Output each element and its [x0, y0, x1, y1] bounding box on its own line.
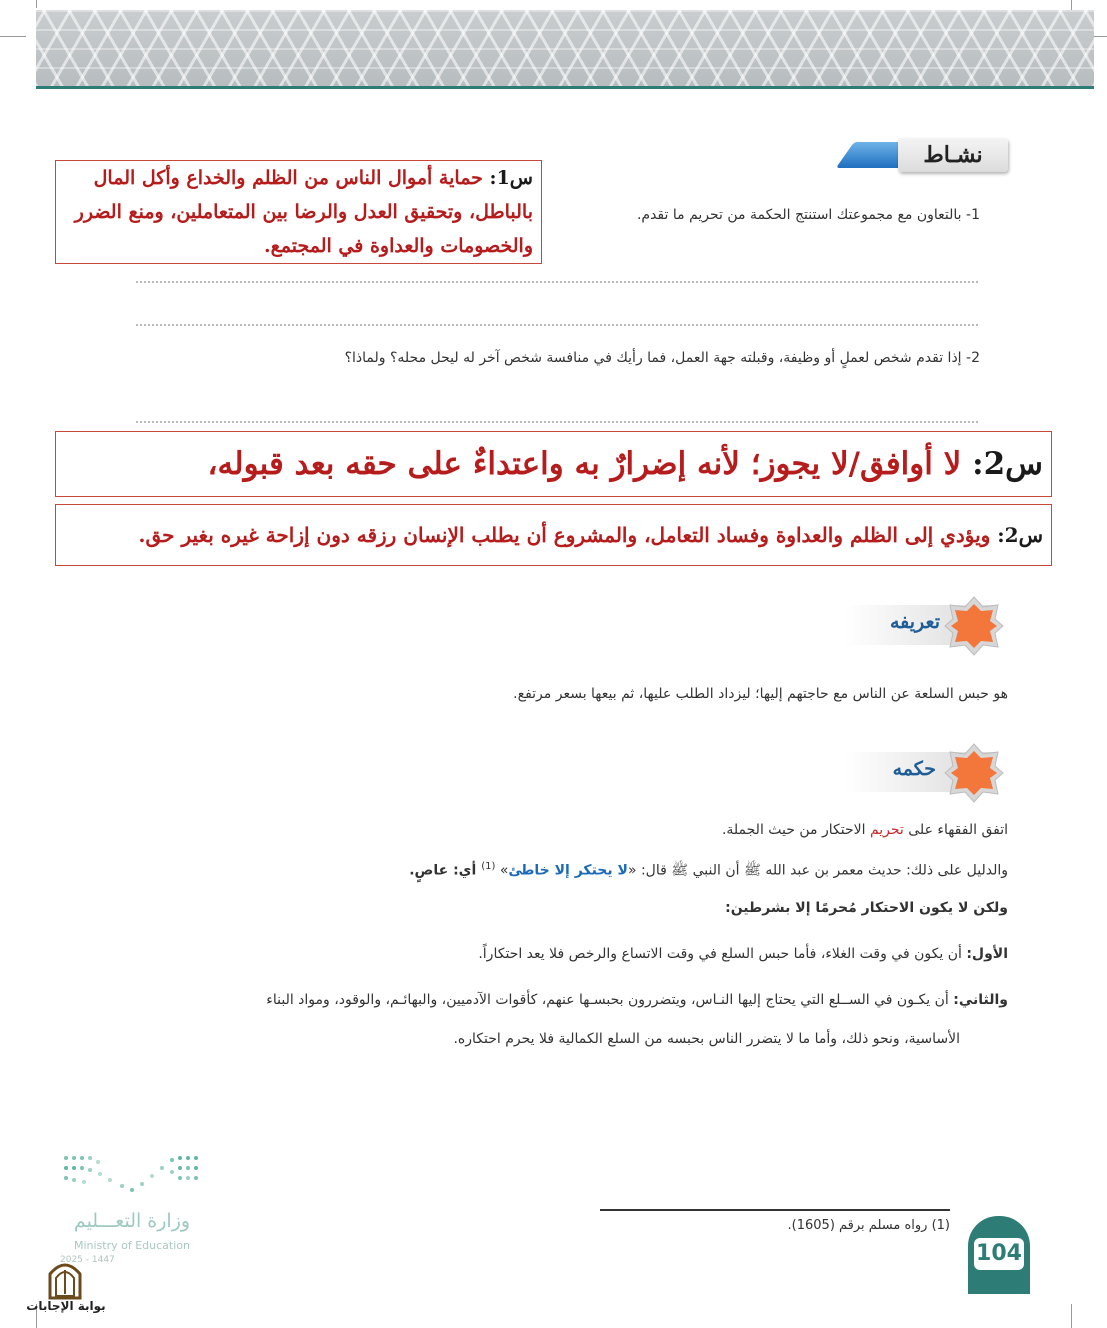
activity-tab [845, 138, 1008, 172]
footnote-ref: (1) [481, 861, 496, 872]
crop-mark [1071, 1304, 1072, 1328]
page-number: 104 [974, 1238, 1024, 1270]
ruling-p1-highlight: تحريم [869, 822, 904, 838]
watermark-text: بوابة الإجابات [26, 1299, 106, 1313]
answer-1-line-1 [64, 161, 533, 195]
ruling-badge-icon [943, 742, 1005, 804]
answer-line [136, 324, 978, 326]
answer-1-label: س1: [489, 167, 533, 189]
condition-second-label: والثاني: [953, 992, 1008, 1008]
ministry-logo-icon [64, 1152, 198, 1196]
ministry-name-ar: وزارة التعـــليم [73, 1210, 191, 1232]
answer-line [136, 281, 978, 283]
condition-first [200, 946, 1008, 962]
definition-badge-icon [943, 595, 1005, 657]
answer-3-text: ويؤدي إلى الظلم والعداوة وفساد التعامل، والمشروع أن يطلب الإنسان رزقه دون إزاحة غيره بغير حق. [138, 523, 991, 547]
watermark-logo-icon [44, 1256, 86, 1300]
header-pattern [36, 10, 1094, 88]
crop-mark [36, 0, 37, 8]
condition-first-label: الأول: [966, 946, 1008, 962]
header-rule [36, 86, 1094, 89]
crop-mark [0, 36, 26, 37]
definition-title: تعريفه [889, 611, 940, 633]
hadith-text: لا يحتكر إلا خاطئ [508, 862, 628, 879]
activity-title: نشـاط [898, 138, 1008, 172]
answer-2-label: س2: [972, 446, 1043, 482]
condition-second [120, 992, 1008, 1008]
ruling-paragraph-1 [300, 822, 1008, 838]
hadith-close: » [495, 862, 509, 879]
conditions-intro: ولكن لا يكون الاحتكار مُحرمًا إلا بشرطين: [725, 900, 1008, 916]
footnote: (1) رواه مسلم برقم (1605). [787, 1218, 950, 1233]
answer-1-line-2: بالباطل، وتحقيق العدل والرضا بين المتعاملين، ومنع الضرر [74, 201, 533, 223]
condition-second-text: أن يكـون في الســلع التي يحتاج إليها النـاس، ويتضررون بحبسـها عنهم، كأقوات الآدميين، والبهائـم، والوقود، ومواد البناء [266, 992, 954, 1008]
ruling-p1-text: اتفق الفقهاء على [903, 822, 1008, 838]
answer-3-label: س2: [997, 523, 1043, 547]
footnote-rule [600, 1209, 950, 1211]
evidence-text: والدليل على ذلك: حديث معمر بن عبد الله ﷺ أن النبي ﷺ قال: « [627, 862, 1008, 879]
ruling-title: حكمه [892, 758, 936, 780]
answer-2-line [64, 432, 1043, 496]
answer-2-text: لا أوافق/لا يجوز؛ لأنه إضرارٌ به واعتداءٌ على حقه بعد قبوله، [207, 446, 962, 482]
ministry-years: 2025 - 1447 [60, 1255, 115, 1265]
answer-line [136, 421, 978, 423]
condition-second-cont: الأساسية، ونحو ذلك، وأما ما لا يتضرر الناس بحبسه من السلع الكمالية فلا يحرم احتكاره. [453, 1031, 960, 1047]
answer-1-line-3: والخصومات والعداوة في المجتمع. [264, 235, 533, 257]
ministry-name-en: Ministry of Education [73, 1239, 190, 1252]
answer-3-line [64, 505, 1043, 565]
ruling-p1-text-end: الاحتكار من حيث الجملة. [721, 822, 870, 838]
evidence-meaning: أي: عاصٍ. [409, 862, 482, 879]
condition-first-text: أن يكون في وقت الغلاء، فأما حبس السلع في وقت الاتساع والرخص فلا يعد احتكاراً. [478, 946, 967, 962]
question-2: 2- إذا تقدم شخص لعملٍ أو وظيفة، وقبلته جهة العمل، فما رأيك في منافسة شخص آخر له ليحل محله؟ ولماذا؟ [344, 350, 980, 366]
question-1: 1- بالتعاون مع مجموعتك استنتج الحكمة من تحريم ما تقدم. [636, 207, 980, 223]
answer-box-3 [55, 504, 1052, 566]
answer-box-2 [55, 431, 1052, 497]
ruling-paragraph-2 [200, 861, 1008, 882]
answer-box-1 [55, 160, 542, 264]
answer-1-text: حماية أموال الناس من الظلم والخداع وأكل المال [93, 167, 483, 189]
definition-text: هو حبس السلعة عن الناس مع حاجتهم إليها؛ ليزداد الطلب عليها، ثم بيعها بسعر مرتفع. [513, 686, 1008, 702]
